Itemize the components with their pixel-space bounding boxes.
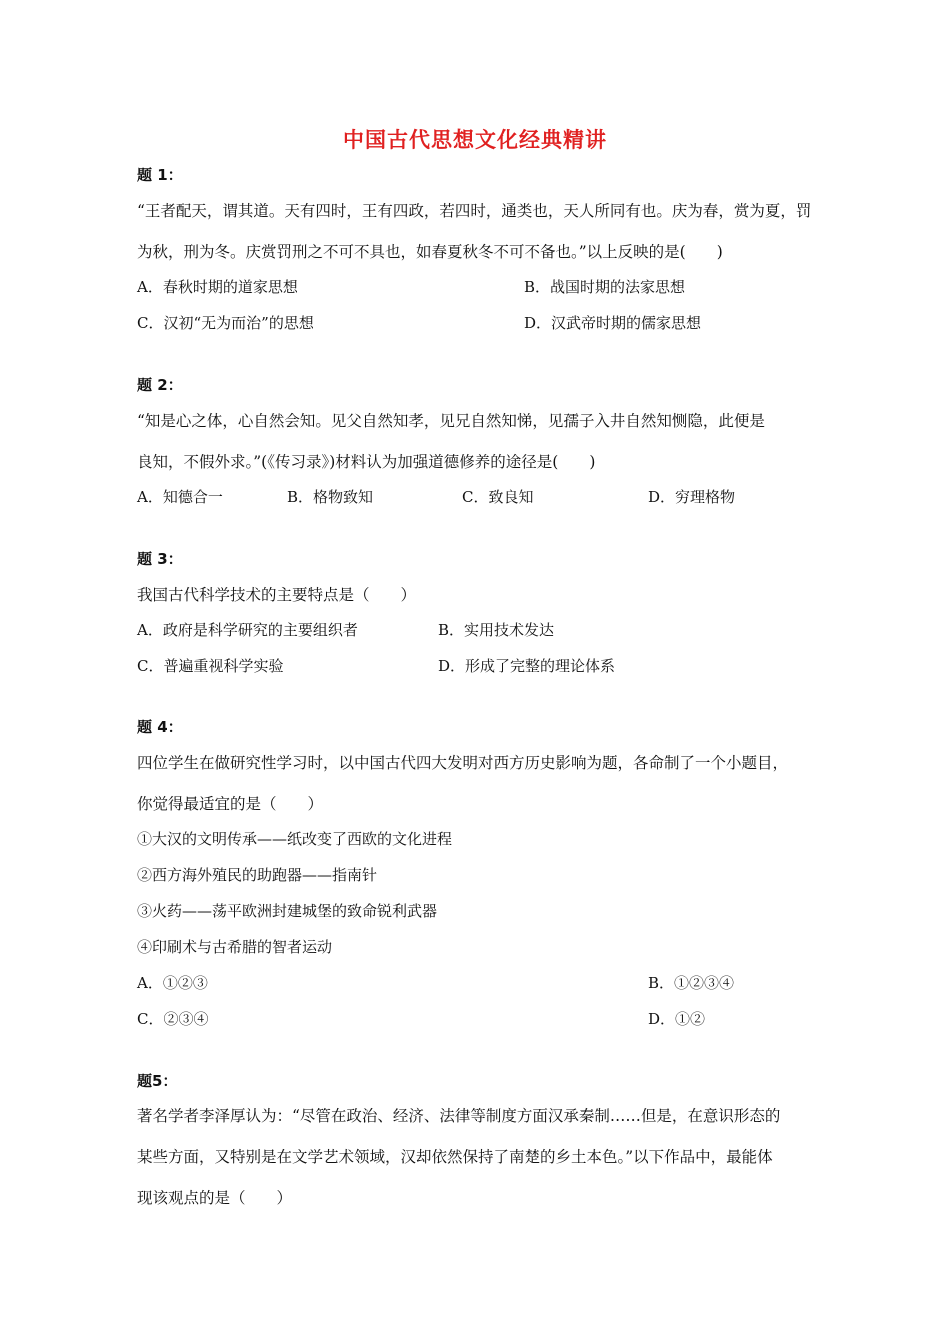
question-3-option-c: C．普遍重视科学实验 — [137, 657, 284, 675]
question-2-stem-line: “知是心之体，心自然会知。见父自然知孝，见兄自然知悌，见孺子入井自然知恻隐，此便是 — [137, 412, 765, 430]
question-4-stem-line: 你觉得最适宜的是（ ） — [137, 795, 324, 813]
question-4-option-a: A．①②③ — [137, 974, 208, 992]
question-4-item: ②西方海外殖民的助跑器——指南针 — [137, 866, 378, 884]
question-1-option-d: D．汉武帝时期的儒家思想 — [524, 314, 702, 332]
question-2-option-c: C．致良知 — [462, 488, 534, 506]
question-3-option-d: D．形成了完整的理论体系 — [438, 657, 616, 675]
question-3-stem-line: 我国古代科学技术的主要特点是（ ） — [137, 586, 417, 604]
question-2-stem-line: 良知，不假外求。”(《传习录》)材料认为加强道德修养的途径是( ) — [137, 453, 596, 471]
question-2-option-a: A．知德合一 — [137, 488, 223, 506]
question-4-option-d: D．①② — [648, 1010, 706, 1028]
question-1-option-a: A．春秋时期的道家思想 — [137, 278, 298, 296]
question-1-option-c: C．汉初“无为而治”的思想 — [137, 314, 314, 332]
question-1-stem-line: “王者配天，谓其道。天有四时，王有四政，若四时，通类也，天人所同有也。庆为春，赏为夏，罚 — [137, 202, 812, 220]
question-4-item: ③火药——荡平欧洲封建城堡的致命锐利武器 — [137, 902, 438, 920]
question-2-option-d: D．穷理格物 — [648, 488, 736, 506]
question-3-heading: 题 3： — [137, 550, 183, 568]
question-4-stem-line: 四位学生在做研究性学习时，以中国古代四大发明对西方历史影响为题，各命制了一个小题目， — [137, 754, 789, 772]
question-3-option-a: A．政府是科学研究的主要组织者 — [137, 621, 358, 639]
question-5-heading: 题5： — [137, 1072, 178, 1090]
question-3-option-b: B．实用技术发达 — [438, 621, 555, 639]
question-4-heading: 题 4： — [137, 718, 183, 736]
question-5-stem-line: 某些方面，又特别是在文学艺术领域，汉却依然保持了南楚的乡土本色。”以下作品中，最能体 — [137, 1148, 773, 1166]
question-5-stem-line: 现该观点的是（ ） — [137, 1189, 293, 1207]
question-1-stem-line: 为秋，刑为冬。庆赏罚刑之不可不具也，如春夏秋冬不可不备也。”以上反映的是( ) — [137, 243, 723, 261]
question-2-heading: 题 2： — [137, 376, 183, 394]
question-1-option-b: B．战国时期的法家思想 — [524, 278, 686, 296]
question-1-heading: 题 1： — [137, 166, 183, 184]
question-2-option-b: B．格物致知 — [287, 488, 374, 506]
question-5-stem-line: 著名学者李泽厚认为：“尽管在政治、经济、法律等制度方面汉承秦制……但是，在意识形态的 — [137, 1107, 781, 1125]
question-4-item: ④印刷术与古希腊的智者运动 — [137, 938, 333, 956]
question-4-item: ①大汉的文明传承——纸改变了西欧的文化进程 — [137, 830, 453, 848]
page-title: 中国古代思想文化经典精讲 — [343, 128, 607, 152]
question-4-option-b: B．①②③④ — [648, 974, 735, 992]
question-4-option-c: C．②③④ — [137, 1010, 209, 1028]
